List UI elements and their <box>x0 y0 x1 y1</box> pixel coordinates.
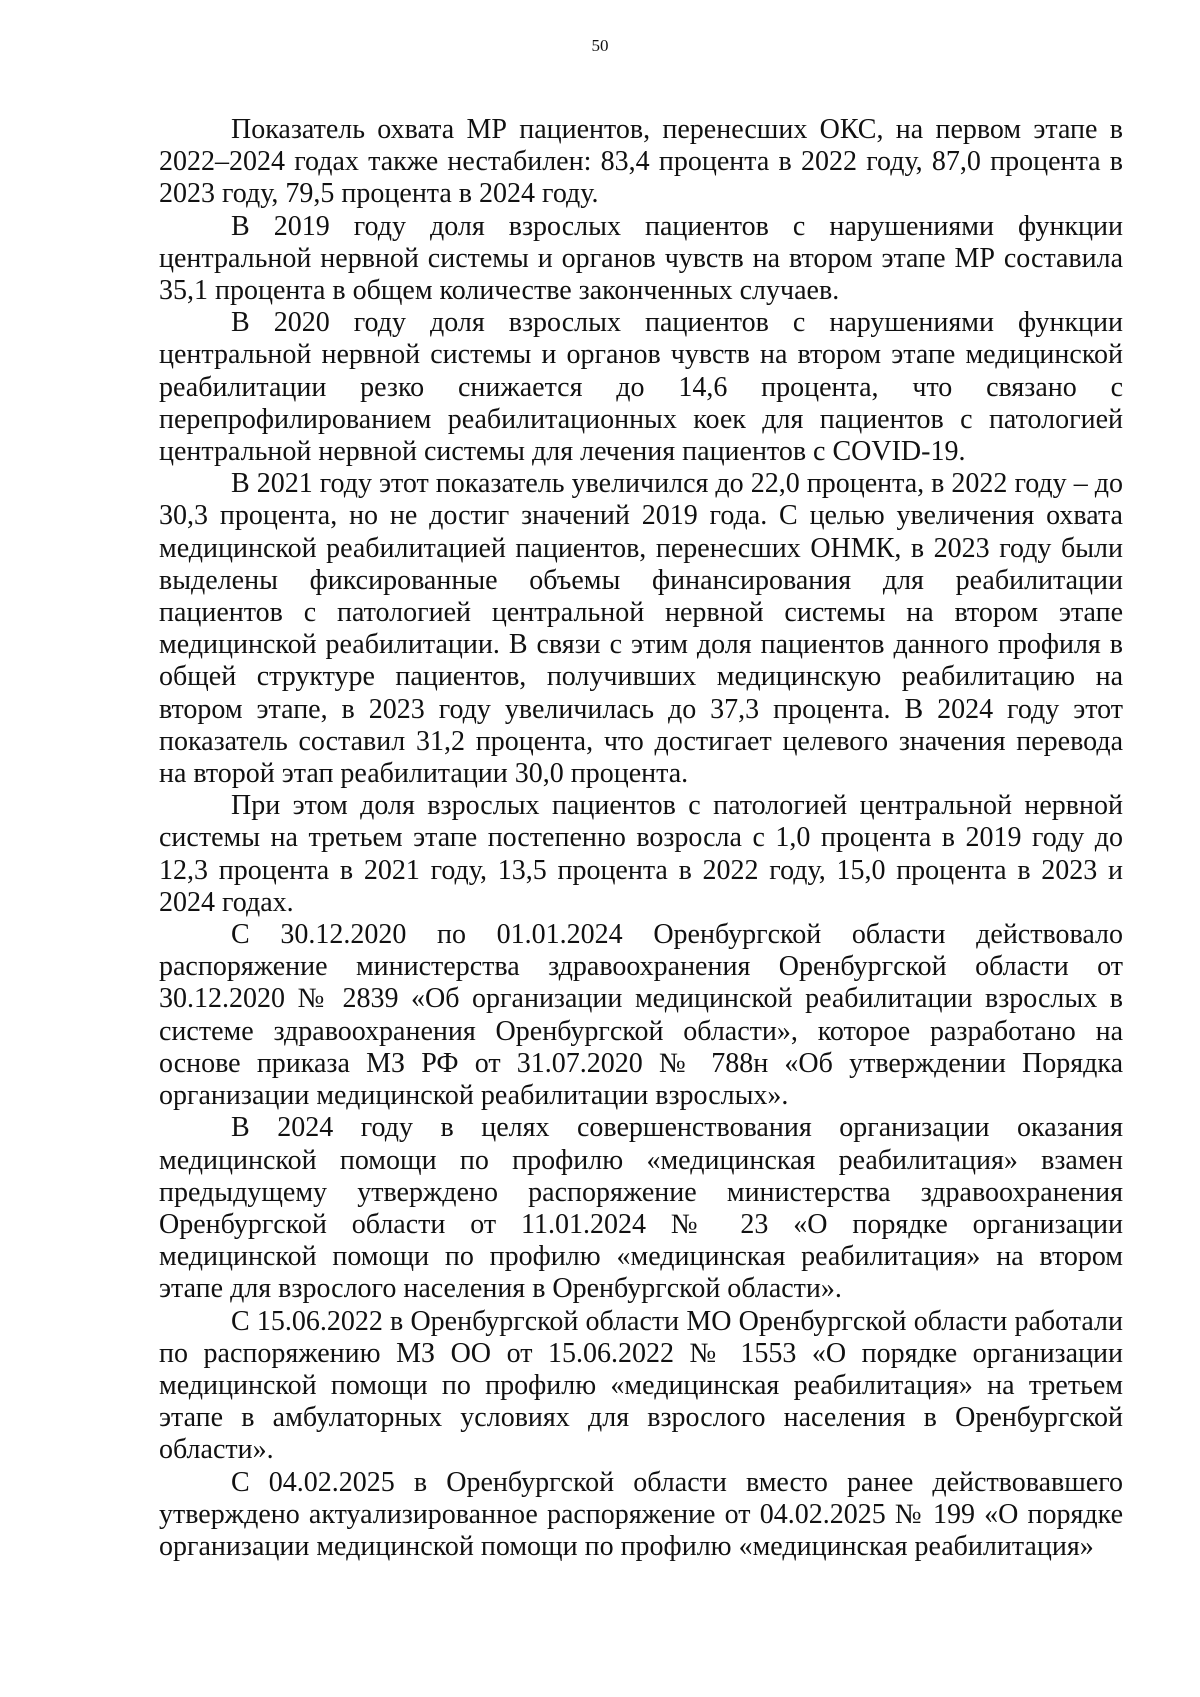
paragraph-order-23: В 2024 году в целях совершенствования организации оказания медицинской помощи по профилю «медицинская реабилитация» взамен предыдущему утверждено распоряжение министерства здравоохранения Оренбургской области от 11.01.2024 № 23 «О порядке организации медицинской помощи по профилю «медицинская реабилитация» на втором этапе для взрослого населения в Оренбургской области». <box>159 1112 1123 1305</box>
paragraph-mr-coverage-oks: Показатель охвата МР пациентов, перенесших ОКС, на первом этапе в 2022–2024 годах также нестабилен: 83,4 процента в 2022 году, 87,0 процента в 2023 году, 79,5 процента в 2024 году. <box>159 114 1123 210</box>
paragraph-2020-cns-share: В 2020 году доля взрослых пациентов с нарушениями функции центральной нервной системы и органов чувств на втором этапе медицинской реабилитации резко снижается до 14,6 процента, что связано с перепрофилированием реабилитационных коек для пациентов с патологией центральной нервной системы для лечения пациентов с COVID-19. <box>159 307 1123 468</box>
document-body <box>159 114 1123 1563</box>
paragraph-2021-2024-indicator: В 2021 году этот показатель увеличился до 22,0 процента, в 2022 году – до 30,3 процента, но не достиг значений 2019 года. С целью увеличения охвата медицинской реабилитацией пациентов, перенесших ОНМК, в 2023 году были выделены фиксированные объемы финансирования для реабилитации пациентов с патологией центральной нервной системы на втором этапе медицинской реабилитации. В связи с этим доля пациентов данного профиля в общей структуре пациентов, получивших медицинскую реабилитацию на втором этапе, в 2023 году увеличилась до 37,3 процента. В 2024 году этот показатель составил 31,2 процента, что достигает целевого значения перевода на второй этап реабилитации 30,0 процента. <box>159 468 1123 790</box>
paragraph-order-1553: С 15.06.2022 в Оренбургской области МО Оренбургской области работали по распоряжению МЗ ОО от 15.06.2022 № 1553 «О порядке организации медицинской помощи по профилю «медицинская реабилитация» на третьем этапе в амбулаторных условиях для взрослого населения в Оренбургской области». <box>159 1305 1123 1466</box>
paragraph-2019-cns-share: В 2019 году доля взрослых пациентов с нарушениями функции центральной нервной системы и органов чувств на втором этапе МР составила 35,1 процента в общем количестве законченных случаев. <box>159 210 1123 307</box>
page-number: 50 <box>591 36 609 55</box>
paragraph-order-199: С 04.02.2025 в Оренбургской области вместо ранее действовавшего утверждено актуализированное распоряжение от 04.02.2025 № 199 «О порядке организации медицинской помощи по профилю «медицинская реабилитация» <box>159 1466 1123 1562</box>
paragraph-third-stage-share: При этом доля взрослых пациентов с патологией центральной нервной системы на третьем этапе постепенно возросла с 1,0 процента в 2019 году до 12,3 процента в 2021 году, 13,5 процента в 2022 году, 15,0 процента в 2023 и 2024 годах. <box>159 790 1123 918</box>
paragraph-order-2839: С 30.12.2020 по 01.01.2024 Оренбургской области действовало распоряжение министерства здравоохранения Оренбургской области от 30.12.2020 № 2839 «Об организации медицинской реабилитации взрослых в системе здравоохранения Оренбургской области», которое разработано на основе приказа МЗ РФ от 31.07.2020 № 788н «Об утверждении Порядка организации медицинской реабилитации взрослых». <box>159 919 1123 1112</box>
